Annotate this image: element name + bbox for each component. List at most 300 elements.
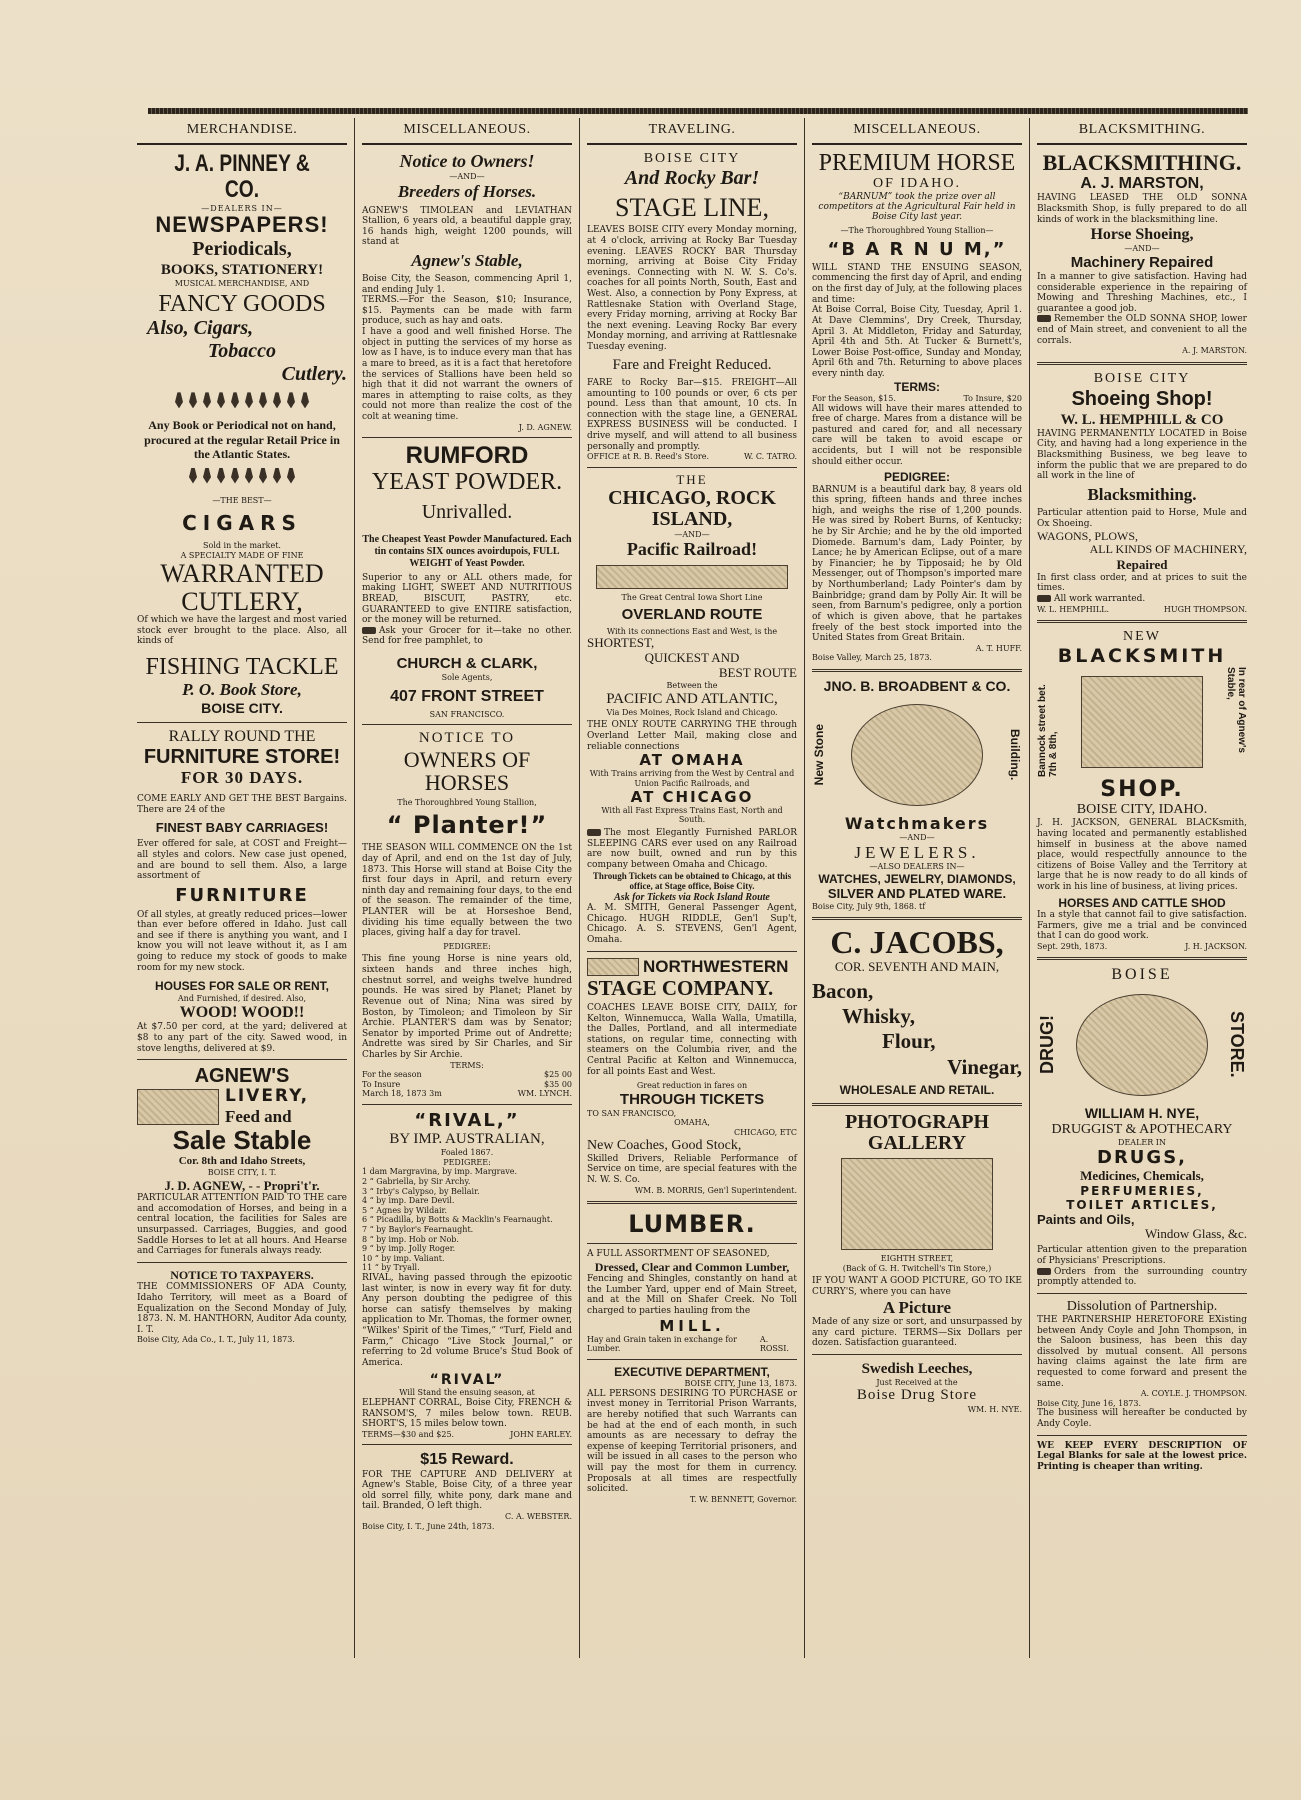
barnum-prize-text: “BARNUM” took the prize over all competitors at the Agricultural Fair held in Boise City last year. — [818, 192, 1016, 223]
horses-cattle-heading: HORSES AND CATTLE SHOD — [1058, 895, 1226, 910]
periodicals-heading: Periodicals, — [192, 237, 292, 260]
terms-season-label: For the season — [362, 1070, 422, 1080]
flour-line: Flour, — [882, 1029, 936, 1054]
pen-icon — [217, 392, 225, 408]
divider — [587, 1201, 797, 1204]
pedigree-label-2: PEDIGREE: — [443, 1157, 491, 1167]
marston-heading: A. J. MARSTON, — [1080, 175, 1204, 193]
anvil-tools-illustration — [1081, 676, 1203, 768]
ihave-text: I have a good and well finished Horse. The object in putting the services of my horse as low as I have, is to induce every man that has a mare to breed, as it is a fact that heretofore the services of Stallions have been held so high that it did not warrant the owners of mares in attempting to raise colts, as they could not more than realize the cost of the colt at weaning time. — [362, 327, 572, 422]
business-text: The business will hereafter be conducted by Andy Coyle. — [1037, 1408, 1247, 1429]
pen-icon — [203, 468, 211, 484]
divider — [1037, 1435, 1247, 1436]
lumber-heading: LUMBER. — [628, 1210, 756, 1239]
boise-heading: BOISE — [1111, 966, 1173, 984]
whisky-line: Whisky, — [842, 1004, 915, 1029]
executive-heading: EXECUTIVE DEPARTMENT, — [614, 1364, 770, 1379]
barnum-season: For the Season, $15. — [812, 393, 896, 403]
reward-date: Boise City, I. T., June 24th, 1873. — [362, 1521, 495, 1531]
divider — [362, 1444, 572, 1445]
skilled-text: Skilled Drivers, Reliable Performance of Service on time, are special features with the N. W. S. Co. — [587, 1153, 797, 1185]
pen-icon — [287, 468, 295, 484]
terms-heading: TERMS: — [894, 379, 940, 394]
pen-decoration-2 — [137, 468, 347, 488]
stage-line-heading: STAGE LINE, — [615, 193, 769, 223]
pacific-atlantic-heading: PACIFIC AND ATLANTIC, — [606, 690, 778, 707]
barnum-pedigree-text: BARNUM is a beautiful dark bay, 8 years old this spring, fifteen hands and three inches high, and weighs the rise of 1,200 pounds. He was sired by Robert Burns, of Kentucky; he by Sir Archie; and he by the old imported Diomede. Barnum's dam, Lady Pointer, by Lance; he by American Eclipse, out of a mare by Financier; he by Tipposaid; he by Old Messenger, out of Thompson's imported mare by Northumberland; Lady Pointer's dam by Bainbridge; grand dam by Polly Air. It will be seen, from Barnum's pedigree, only a portion of which is given above, that he partakes freely of the best stock imported into the United States from Great Britain. — [812, 484, 1022, 644]
thirty-days-heading: FOR 30 DAYS. — [180, 768, 304, 788]
with-trains-line: With Trains arriving from the West by Central and Union Pacific Railroads, and — [589, 769, 795, 789]
rival-heading: “RIVAL,” — [414, 1109, 520, 1131]
new-coaches-heading: New Coaches, Good Stock, — [587, 1137, 742, 1153]
column-header: TRAVELING. — [587, 118, 797, 145]
cord-text: At $7.50 per cord, at the yard; delivered at $8 to any part of the city. Sawed wood, in stove lengths, delivered at $9. — [137, 1022, 347, 1054]
jackson-date: Sept. 29th, 1873. — [1037, 941, 1108, 951]
earley-signature: JOHN EARLEY. — [510, 1429, 572, 1439]
via-line: Via Des Moines, Rock Island and Chicago. — [606, 707, 778, 717]
divider — [137, 722, 347, 723]
to-sf-line: TO SAN FRANCISCO, — [587, 1108, 677, 1118]
pedigree-item: 7 “ by Baylor's Fearnaught. — [362, 1224, 474, 1234]
divider — [812, 1354, 1022, 1355]
column-traveling — [580, 118, 805, 1658]
divider — [812, 917, 1022, 920]
pedigree-item: 9 “ by imp. Jolly Roger. — [362, 1244, 456, 1254]
chicago-rock-island-heading: CHICAGO, ROCK ISLAND, — [608, 486, 776, 530]
silver-line: SILVER AND PLATED WARE. — [827, 886, 1007, 902]
sole-agents-line: Sole Agents, — [441, 673, 493, 682]
full-assortment-line: A FULL ASSORTMENT OF SEASONED, — [587, 1249, 770, 1260]
rival-heading-2: “RIVAL” — [429, 1372, 505, 1389]
at-chicago-heading: AT CHICAGO — [630, 787, 754, 806]
pen-icon — [301, 392, 309, 408]
furniture-store-heading: FURNITURE STORE! — [143, 746, 341, 769]
pedigree-item: 11 “ by Tryall. — [362, 1263, 420, 1273]
pointing-hand-icon — [1037, 595, 1051, 602]
elephant-text: ELEPHANT CORRAL, Boise City, FRENCH & RANSOM'S, 7 miles below town. REUB. SHORT'S, 15 miles below town. — [362, 1398, 572, 1430]
and-line: —AND— — [449, 172, 485, 181]
prescriptions-text: Particular attention given to the preparation of Physicians' Prescriptions. — [1037, 1245, 1247, 1266]
pedigree-item: 4 “ by imp. Dare Devil. — [362, 1196, 455, 1206]
wagons-line: WAGONS, PLOWS, — [1037, 528, 1139, 543]
wholesale-line: WHOLESALE AND RETAIL. — [839, 1082, 995, 1097]
pedigree-item: 6 “ Picadilla, by Botts & Macklin's Fearnaught. — [362, 1215, 553, 1225]
furniture-heading: FURNITURE — [175, 884, 309, 906]
dissolution-text: THE PARTNERSHIP HERETOFORE EXisting between Andy Coyle and John Thompson, in the Saloon business, has been this day dissolved by mutual consent. All persons having claims against the late firm are requested to come forward and present the same. — [1037, 1314, 1247, 1389]
places-text: At Boise Corral, Boise City, Tuesday, April 1. At Dave Clemmins', Dry Creek, Thursday, April 3. At Middleton, Friday and Saturday, April 4th and 5th. At Tucker & Burnett's, Lower Boise Post-office, Sunday and Monday, April 6th and 7th. Returning to above places every ninth day. — [812, 305, 1022, 379]
broadbent-date: Boise City, July 9th, 1868. tf — [812, 901, 926, 911]
webster-signature: C. A. WEBSTER. — [505, 1512, 572, 1522]
best-route-line: BEST ROUTE — [718, 665, 797, 680]
church-clark-heading: CHURCH & CLARK, — [396, 655, 538, 672]
jewelers-heading: JEWELERS. — [854, 842, 980, 862]
watchmakers-heading: Watchmakers — [844, 813, 990, 833]
wood-heading: WOOD! WOOD!! — [179, 1004, 305, 1022]
pen-icon — [217, 468, 225, 484]
agnews-stallion-text: AGNEW'S TIMOLEAN and LEVIATHAN Stallion, 6 years old, a beautiful dapple gray, 16 hands high, weight 1200 pounds, will stand at — [362, 205, 572, 248]
and-line: —AND— — [1124, 244, 1160, 254]
rival-terms: TERMS—$30 and $25. — [362, 1429, 455, 1439]
taxpayers-heading: NOTICE TO TAXPAYERS. — [170, 1267, 314, 1282]
column-miscellaneous-2 — [805, 118, 1030, 1658]
barnum-heading: “B A R N U M,” — [827, 238, 1007, 260]
will-stand-text: WILL STAND THE ENSUING SEASON, commencing the first day of April, and ending on the first day of July, at the following places and time: — [812, 262, 1022, 305]
column-header: MERCHANDISE. — [137, 118, 347, 145]
divider — [587, 1243, 797, 1244]
divider — [1037, 362, 1247, 365]
drug-store-block — [1037, 985, 1247, 1105]
jacobs-address: COR. SEVENTH AND MAIN, — [834, 959, 1000, 975]
divider — [137, 1262, 347, 1263]
drug-store-heading: Boise Drug Store — [856, 1387, 978, 1404]
reward-heading: $15 Reward. — [420, 1451, 514, 1469]
hemphill-row — [1037, 605, 1247, 615]
commissioners-text: THE COMMISSIONERS OF ADA County, Idaho Territory, will meet as a Board of Equalization on the Second Monday of July, 1873. N. M. HANTHORN, Auditor Ada county, I. T. — [137, 1282, 347, 1335]
overland-route-heading: OVERLAND ROUTE — [621, 605, 763, 623]
breeders-heading: Breeders of Horses. — [397, 181, 537, 201]
drug-label: DRUG! — [1037, 1015, 1057, 1075]
pointing-hand-icon — [362, 627, 376, 634]
new-stone-label: New Stone — [812, 724, 826, 786]
also-dealers-line: —ALSO DEALERS IN— — [869, 862, 965, 872]
cigars-line: Also, Cigars, — [147, 317, 254, 340]
repaired-heading: Repaired — [1116, 557, 1168, 573]
eighth-street-line: EIGHTH STREET, — [880, 1254, 954, 1264]
quickest-line: QUICKEST AND — [644, 650, 740, 666]
fare-text: FARE to Rocky Bar—$15. FREIGHT—All amounting to 100 pounds or over, 6 cts per pound. Less than that amount, 10 cts. In connection with the stage line, a GENERAL EXPRESS BUSINESS will be conducted. I drive myself, and will attend to all business personally and promptly. — [587, 377, 797, 452]
at-omaha-heading: AT OMAHA — [639, 751, 745, 770]
rival-text: RIVAL, having passed through the epizootic last winter, is now in every way fit for duty. Any person doubting the pedigree of this horse can satisfy themselves by making application to Mr. Thomas, the former owner, “Wilkes' Spirit of the Times,” “Turf, Field and Farm,” Chicago “Live Stock Journal,” or referring to 2d volume Bruce's Stud Book of America. — [362, 1272, 572, 1368]
blacksmithing-it-heading: Blacksmithing. — [1087, 484, 1197, 504]
boise-valley-date: Boise Valley, March 25, 1873. — [812, 653, 932, 663]
a-picture-heading: A Picture — [882, 1297, 952, 1317]
horse-shoeing-heading: Horse Shoeing, — [1090, 226, 1194, 244]
divider — [137, 1059, 347, 1060]
divider — [362, 724, 572, 725]
building-label: Building. — [1008, 729, 1022, 781]
pen-icon — [175, 392, 183, 408]
rear-label: In rear of Agnew's Stable, — [1225, 667, 1247, 754]
jackson-signature: J. H. JACKSON. — [1185, 941, 1247, 951]
remember-label: Remember the OLD SONNA SHOP, lower end of Main street, and convenient to all the corrals. — [1037, 314, 1247, 346]
pointing-hand-icon — [1037, 315, 1051, 322]
warranted-label: All work warranted. — [1054, 593, 1146, 604]
tatro-row — [587, 452, 797, 462]
rumford-heading: RUMFORD — [405, 442, 529, 470]
blacksmith-block — [1037, 667, 1247, 777]
smith-text: A. M. SMITH, General Passenger Agent, Chicago. HUGH RIDDLE, Gen'l Sup't, Chicago. A. S. STEVENS, Gen'l Agent, Omaha. — [587, 903, 797, 945]
vinegar-line: Vinegar, — [947, 1054, 1022, 1079]
foaled-line: Foaled 1867. — [440, 1148, 494, 1158]
pointing-hand-icon — [1037, 1268, 1051, 1275]
boise-city-heading: BOISE CITY — [643, 151, 741, 166]
terms-row — [812, 394, 1022, 404]
leaves-text: LEAVES BOISE CITY every Monday morning, at 4 o'clock, arriving at Rocky Bar Tuesday evening. LEAVES ROCKY BAR Thursday morning, arriving at Boise City Friday evenings. Connecting with N. W. S. Co's. coaches for all points North, South, East and West. Also, a connection by Pony Express, at Rattlesnake Station with Overland Stage, every Friday morning, arriving at Rocky Bar the next evening. Leaving Rocky Bar every Monday morning, and arriving at Rattlesnake Tuesday evening. — [587, 225, 797, 353]
cutlery-text: Of which we have the largest and most varied stock ever brought to the place. Also, all kinds of — [137, 614, 347, 647]
style-text: In a style that cannot fail to give satisfaction. Farmers, give me a trial and be convinced that I can do good work. — [1037, 909, 1247, 942]
rival-pedigree-list — [362, 1167, 572, 1273]
druggist-line: DRUGGIST & APOTHECARY — [1051, 1121, 1233, 1137]
houses-heading: HOUSES FOR SALE OR RENT, — [154, 979, 330, 994]
san-francisco-line: SAN FRANCISCO. — [429, 709, 505, 719]
fencing-text: Fencing and Shingles, constantly on hand at the Lumber Yard, upper end of Main Street, and at the Mill on Shafer Creek. No Toll charged to parties hauling from the — [587, 1274, 797, 1316]
fare-heading: Fare and Freight Reduced. — [612, 356, 772, 373]
lynch-signature: WM. LYNCH. — [517, 1089, 572, 1099]
through-tickets-heading: THROUGH TICKETS — [619, 1090, 765, 1108]
particular-text: PARTICULAR ATTENTION PAID TO THE care and accomodation of Horses, and being in a central location, the facilities for Sales are unsurpassed. Carriages, Buggies, and good Saddle Horses to let at all hours. And Hearse and Carriages for funerals always ready. — [137, 1193, 347, 1257]
perfumeries-line: PERFUMERIES, — [1080, 1183, 1204, 1198]
orders-text — [1037, 1267, 1247, 1288]
agnews-heading: AGNEW'S — [194, 1065, 290, 1088]
divider — [587, 951, 797, 952]
having-leased-text: HAVING LEASED THE OLD SONNA Blacksmith Shop, is fully prepared to do all kinds of work in the blacksmithing line. — [1037, 193, 1247, 225]
planter-pedigree-text: This fine young Horse is nine years old, sixteen hands and three inches high, chestnut sorrel, and weighs twelve hundred pounds. He was sired by Planet; Planet by Revenue out of Nina; Nina was sired by Boston, by Timoleon; and Timoleon by Sir Archie. PLANTER'S dam was by Senator; Senator by imported Prime out of Andrette; Andrette was sired by Sir Charles, and Sir Charles by Sir Archie. — [362, 954, 572, 1060]
column-header: MISCELLANEOUS. — [362, 118, 572, 145]
bennett-signature: T. W. BENNETT, Governor. — [689, 1494, 797, 1504]
notice-to-heading: NOTICE TO — [418, 730, 516, 747]
divider — [362, 437, 572, 438]
hemphill-signature: W. L. HEMPHILL. — [1037, 604, 1110, 614]
superior-text: Superior to any or ALL others made, for making LIGHT, SWEET AND NUTRITIOUS BREAD, BISCUIT, PASTRY, etc. GUARANTEED to give ENTIRE satisfaction, or the money will be returned. — [362, 572, 572, 626]
jackson-text: J. H. JACKSON, GENERAL BLACKsmith, having located and permanently established himself in business at the above named place, would respectfully announce to the citizens of Boise Valley and the Territory at large that he is now ready to do all kinds of work in his line of business, at living prices. — [1037, 818, 1247, 892]
any-book-text: Any Book or Periodical not on hand, procured at the regular Retail Price in the Atlantic States. — [144, 418, 340, 462]
column-header: MISCELLANEOUS. — [812, 118, 1022, 145]
pen-icon — [189, 392, 197, 408]
nye-heading: WILLIAM H. NYE, — [1084, 1104, 1200, 1121]
pedigree-item: 8 “ by imp. Hob or Nob. — [362, 1234, 459, 1244]
made-text: Made of any size or sort, and unsurpassed by any card picture. TERMS—Six Dollars per dozen. Satisfaction guaranteed. — [812, 1317, 1022, 1349]
ask-grocer-label: Ask your Grocer for it—take no other. Send for free pamphlet, to — [362, 625, 572, 647]
if-you-want-text: IF YOU WANT A GOOD PICTURE, GO TO IKE CURRY'S, where you can have — [812, 1276, 1022, 1297]
shortest-line: SHORTEST, — [587, 635, 655, 651]
dissolution-heading: Dissolution of Partnership. — [1066, 1298, 1218, 1314]
great-central-line: The Great Central Iowa Short Line — [621, 592, 763, 602]
thoroughbred-line: —The Thoroughbred Young Stallion— — [840, 226, 994, 236]
rally-line: RALLY ROUND THE — [168, 727, 316, 745]
broadbent-block — [812, 695, 1022, 815]
drugs-heading: DRUGS, — [1097, 1147, 1187, 1169]
notice-owners-heading: Notice to Owners! — [399, 151, 535, 171]
pen-icon — [189, 468, 197, 484]
planter-season-text: THE SEASON WILL COMMENCE ON the 1st day of April, and end on the 1st day of July, 1873. This Horse will stand at Boise City the first four days in April, and return every ninth day and remaining four days, to the end of the season. The remainder of the time, PLANTER will be at Horseshoe Bend, dividing his time equally between the two places, giving half a day for travel. — [362, 843, 572, 939]
northwestern-heading: NORTHWESTERN — [643, 956, 789, 976]
reduction-line: Great reduction in fares on — [636, 1081, 748, 1091]
top-rule — [148, 108, 1248, 114]
ask-grocer-text — [362, 626, 572, 647]
morris-signature: WM. B. MORRIS, Gen'l Superintendent. — [634, 1185, 797, 1195]
hemphill-heading: W. L. HEMPHILL & CO — [1060, 411, 1224, 428]
remember-text — [1037, 314, 1247, 346]
warranted-cutlery-heading: WARRANTED CUTLERY, — [160, 559, 324, 616]
jackson-row — [1037, 942, 1247, 952]
unrivalled-heading: Unrivalled. — [421, 500, 513, 523]
terms-row — [362, 1070, 572, 1080]
column-merchandise — [130, 118, 355, 1658]
front-street-heading: 407 FRONT STREET — [390, 687, 544, 705]
cigars-heading: CIGARS — [182, 511, 302, 536]
train-illustration — [596, 565, 788, 589]
pen-icon — [273, 392, 281, 408]
stagecoach-illustration — [587, 958, 639, 976]
medicines-line: Medicines, Chemicals, — [1080, 1168, 1204, 1184]
fast-express-line: With all Fast Express Trains East, North and South. — [601, 805, 783, 825]
bannock-label: Bannock street bet. 7th & 8th, — [1037, 684, 1059, 778]
pen-icon — [287, 392, 295, 408]
between-line: Between the — [666, 680, 718, 690]
ask-tickets-line: Ask for Tickets via Rock Island Route — [614, 892, 770, 904]
march-date: March 18, 1873 3m — [362, 1089, 442, 1099]
pointing-hand-icon — [587, 829, 601, 836]
broadbent-heading: JNO. B. BROADBENT & CO. — [823, 677, 1011, 694]
office-line: OFFICE at R. B. Reed's Store. — [587, 452, 709, 462]
divider — [1037, 1293, 1247, 1294]
offered-text: Ever offered for sale, at COST and Freight—all styles and colors. New case just opened, and are bound to sell them. Also, a large assortment of — [137, 839, 347, 882]
musical-line: MUSICAL MERCHANDISE, AND — [174, 278, 310, 288]
dissolution-date: Boise City, June 16, 1873. — [1037, 1398, 1142, 1408]
connections-line: With its connections East and West, is the — [606, 626, 778, 636]
huff-signature: A. T. HUFF. — [975, 643, 1022, 653]
mill-heading: MILL. — [659, 1316, 725, 1335]
tobacco-line: Tobacco — [207, 340, 277, 363]
boise-idaho-line: BOISE CITY, IDAHO. — [1076, 802, 1208, 818]
orders-label: Orders from the surrounding country promptly attended to. — [1037, 1266, 1247, 1288]
the-line: THE — [676, 471, 708, 487]
reward-text: FOR THE CAPTURE AND DELIVERY at Agnew's Stable, Boise City, of a three year old sorrel filly, white pony, dark mane and tail. Branded, O left thigh. — [362, 1469, 572, 1512]
pedigree-label: PEDIGREE: — [443, 941, 491, 951]
shop-heading: SHOP. — [1100, 777, 1184, 803]
sleeping-cars-label: The most Elegantly Furnished PARLOR SLEEPING CARS ever used on any Railroad are now built, owned and run by this company between Omaha and Chicago. — [587, 828, 797, 870]
leeches-heading: Swedish Leeches, — [861, 1360, 973, 1377]
corner-line: Cor. 8th and Idaho Streets, — [178, 1154, 306, 1167]
received-line: Just Received at the — [876, 1377, 958, 1387]
yeast-powder-heading: YEAST POWDER. — [371, 468, 563, 495]
terms-label: TERMS: — [450, 1060, 484, 1070]
pedigree-item: 3 “ Irby's Calypso, by Bellair. — [362, 1186, 480, 1196]
baby-carriages-heading: FINEST BABY CARRIAGES! — [155, 819, 329, 835]
pen-icon — [259, 392, 267, 408]
bacon-line: Bacon, — [812, 978, 874, 1003]
pen-decoration — [137, 392, 347, 412]
pacific-railroad-heading: Pacific Railroad! — [626, 539, 758, 560]
rossi-row — [587, 1335, 797, 1354]
manner-text: In a manner to give satisfaction. Having had considerable experience in the repairing of Mowing and Threshing Machines, etc., I guarantee a good job. — [1037, 271, 1247, 314]
owners-horses-heading: OWNERS OF HORSES — [403, 746, 531, 795]
fancy-goods-heading: FANCY GOODS — [158, 291, 326, 318]
back-of-line: (Back of G. H. Twitchell's Tin Store,) — [842, 1263, 992, 1273]
tatro-signature: W. C. TATRO. — [743, 452, 797, 462]
sleeping-cars-text — [587, 828, 797, 870]
boise-city-heading: BOISE CITY — [1093, 370, 1191, 386]
legal-blanks-text: WE KEEP EVERY DESCRIPTION OF Legal Blanks for sale at the lowest price. Printing is cheaper than writing. — [1037, 1440, 1247, 1472]
divider — [812, 1103, 1022, 1106]
window-glass-line: Window Glass, &c. — [1144, 1226, 1247, 1242]
planter-heading: “ Planter!” — [386, 811, 548, 840]
best-line: —THE BEST— — [212, 495, 272, 505]
pen-icon — [231, 392, 239, 408]
pen-icon — [245, 468, 253, 484]
dealers-line: —DEALERS IN— — [201, 203, 283, 213]
terms-text: TERMS.—For the Season, $10; Insurance, $15. Payments can be made with farm produce, such as hay and oats. — [362, 295, 572, 327]
pen-icon — [259, 468, 267, 484]
pedigree-item: 5 “ Agnes by Wildair. — [362, 1205, 448, 1215]
coaches-text: COACHES LEAVE BOISE CITY, DAILY, for Kelton, Winnemucca, Walla Walla, Umatilla, the Dalles, Portland, and all intermediate stations, on regular time, connecting with steamers on the Columbia river, and the Central Pacific at Kelton and Winnemucca, for all points East and West. — [587, 1002, 797, 1077]
divider — [1037, 620, 1247, 623]
terms-season-value: $25 00 — [544, 1070, 572, 1080]
particular-text: Particular attention paid to Horse, Mule and Ox Shoeing. — [1037, 508, 1247, 529]
thoroughbred-line: The Thoroughbred Young Stallion, — [397, 797, 537, 807]
executive-date: BOISE CITY, June 13, 1873. — [684, 1379, 797, 1389]
specialty-line: A SPECIALTY MADE OF FINE — [180, 550, 304, 560]
blacksmith-heading: BLACKSMITH — [1057, 645, 1227, 668]
watch-tools-illustration — [851, 704, 983, 806]
column-header: BLACKSMITHING. — [1037, 118, 1247, 145]
column-grid — [130, 118, 1254, 1658]
proprietor-line: J. D. AGNEW, - - Propri't'r. — [164, 1177, 320, 1193]
all-persons-text: ALL PERSONS DESIRING TO PURCHASE or invest money in Territorial Prison Warrants, are hereby notified that such Warrants can be had at the end of each month, in such amounts as are necessary to defray the expense of keeping Territorial prisoners, and will be issued in all cases to the person who will pay the most for them in currency. Proposals at all times are respectfully solicited. — [587, 1388, 797, 1495]
terms-insure-label: To Insure — [362, 1079, 401, 1089]
rossi-signature: A. ROSSI. — [759, 1334, 789, 1354]
blacksmithing-heading: BLACKSMITHING. — [1042, 150, 1242, 175]
toilet-articles-line: TOILET ARTICLES, — [1066, 1197, 1218, 1212]
dealer-in-line: DEALER IN — [1118, 1137, 1166, 1147]
boise-city-line: BOISE CITY. — [201, 699, 283, 716]
through-tickets-text: Through Tickets can be obtained to Chicago, at this office, at Stage office, Boise City. — [592, 870, 792, 892]
furnished-line: And Furnished, if desired. Also, — [177, 993, 307, 1003]
agnews-stable-heading: Agnew's Stable, — [411, 251, 523, 271]
omaha-line: OMAHA, — [674, 1118, 710, 1128]
divider — [1037, 957, 1247, 960]
pedigree-heading: PEDIGREE: — [883, 470, 950, 485]
and-line: —AND— — [899, 833, 935, 843]
northwestern-block — [587, 957, 797, 977]
terms-row — [362, 1080, 572, 1090]
sale-stable-heading: Sale Stable — [172, 1125, 312, 1156]
stage-company-heading: STAGE COMPANY. — [587, 975, 774, 1000]
gallery-building-illustration — [841, 1158, 993, 1250]
pen-icon — [273, 468, 281, 484]
pen-icon — [203, 392, 211, 408]
earley-row — [362, 1430, 572, 1440]
only-route-text: THE ONLY ROUTE CARRYING THE through Overland Letter Mail, making close and reliable connections — [587, 720, 797, 752]
coyle-signature: A. COYLE. J. THOMPSON. — [1140, 1389, 1247, 1399]
store-label: STORE. — [1227, 1011, 1247, 1079]
will-stand-line: Will Stand the ensuing season, at — [399, 1388, 535, 1398]
season-text: Boise City, the Season, commencing April 1, and ending July 1. — [362, 274, 572, 295]
livery-block — [137, 1087, 347, 1126]
machinery-line: ALL KINDS OF MACHINERY, — [1089, 542, 1247, 557]
hay-line: Hay and Grain taken in exchange for Lumber. — [587, 1334, 737, 1354]
and-line: —AND— — [674, 529, 710, 539]
premium-horse-heading: PREMIUM HORSE — [818, 150, 1016, 176]
all-styles-text: Of all styles, at greatly reduced prices—lower than ever before offered in Idaho. Just call and see if there is anything you want, and I know you will not leave without it, as I am going to reduce my stock of goods to make room for my new stock. — [137, 909, 347, 973]
po-book-store: P. O. Book Store, — [182, 679, 302, 699]
shoeing-shop-heading: Shoeing Shop! — [1071, 387, 1213, 410]
rocky-bar-heading: And Rocky Bar! — [624, 167, 760, 190]
books-heading: BOOKS, STATIONERY! — [160, 261, 324, 278]
hemphill-text: HAVING PERMANENTLY LOCATED in Boise City, and having had a long experience in the Blacksmithing Business, we beg leave to inform the public that we are prepared to do all work in the line of — [1037, 428, 1247, 482]
newspapers-heading: NEWSPAPERS! — [155, 212, 329, 238]
feed-heading: Feed and — [225, 1106, 292, 1126]
first-class-text: In first class order, and at prices to suit the times. — [1037, 572, 1247, 594]
machinery-heading: Machinery Repaired — [1070, 253, 1214, 271]
of-idaho-line: OF IDAHO. — [873, 176, 961, 192]
cheapest-text: The Cheapest Yeast Powder Manufactured. Each tin contains SIX ounces avoirdupois, FULL WEIGHT of Yeast Powder. — [362, 533, 572, 569]
stagecoach-illustration — [137, 1089, 219, 1125]
warranted-text — [1037, 594, 1247, 605]
dressed-heading: Dressed, Clear and Common Lumber, — [594, 1259, 790, 1274]
chicago-etc-line: CHICAGO, ETC — [733, 1128, 797, 1138]
nye-signature: WM. H. NYE. — [967, 1404, 1022, 1414]
